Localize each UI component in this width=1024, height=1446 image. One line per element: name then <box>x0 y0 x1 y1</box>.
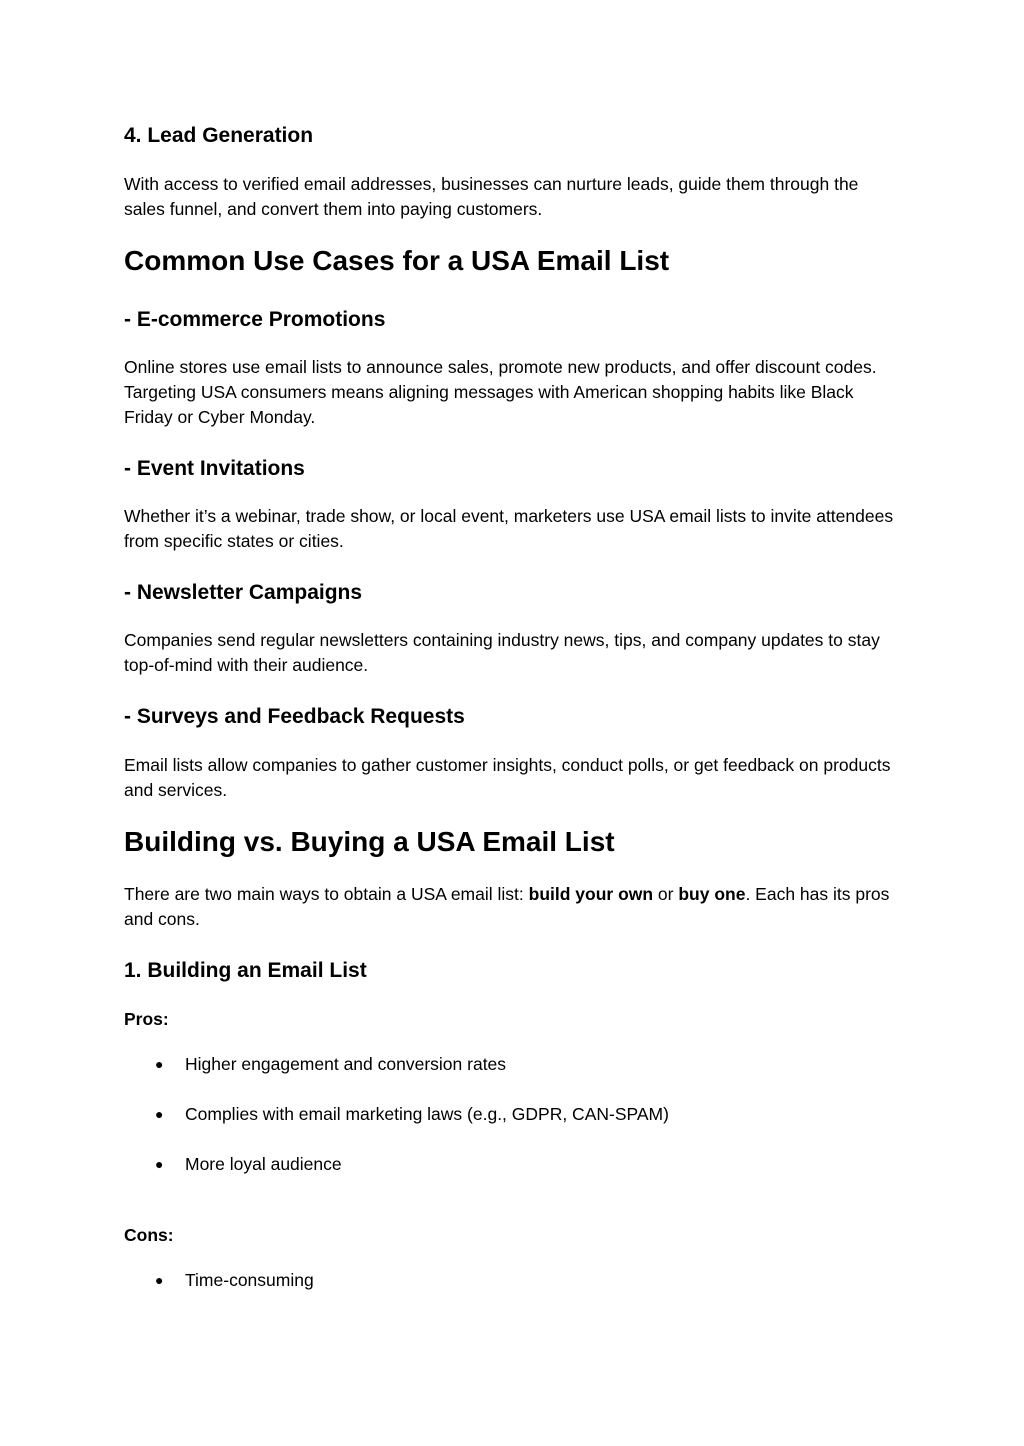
cons-item-text: Time-consuming <box>185 1270 314 1290</box>
intro-bold-buy: buy one <box>678 884 746 904</box>
intro-text-middle: or <box>653 884 679 904</box>
intro-text-start: There are two main ways to obtain a USA email list: <box>124 884 529 904</box>
cons-label: Cons: <box>124 1225 174 1245</box>
building-email-list-heading: 1. Building an Email List <box>124 959 367 982</box>
lead-generation-heading: 4. Lead Generation <box>124 124 314 147</box>
building-vs-buying-title: Building vs. Buying a USA Email List <box>124 826 615 857</box>
bullet-icon: ● <box>155 1106 164 1122</box>
bullet-icon: ● <box>155 1156 164 1172</box>
common-use-cases-title: Common Use Cases for a USA Email List <box>124 245 670 276</box>
pros-label: Pros: <box>124 1009 169 1029</box>
event-invitations-body: Whether it’s a webinar, trade show, or local event, marketers use USA email lists to invite attendees from specific states or cities. <box>124 506 894 551</box>
bullet-icon: ● <box>155 1056 164 1072</box>
newsletter-campaigns-body: Companies send regular newsletters containing industry news, tips, and company updates to stay top-of-mind with their audience. <box>124 630 880 675</box>
newsletter-campaigns-heading: - Newsletter Campaigns <box>124 581 363 604</box>
pros-item-text: More loyal audience <box>185 1154 342 1174</box>
event-invitations-heading: - Event Invitations <box>124 457 305 480</box>
bullet-icon: ● <box>155 1272 164 1288</box>
intro-bold-build: build your own <box>528 884 654 904</box>
surveys-feedback-body: Email lists allow companies to gather customer insights, conduct polls, or get feedback on products and services. <box>124 755 891 800</box>
ecommerce-promotions-body: Online stores use email lists to announce sales, promote new products, and offer discount codes. Targeting USA consumers means aligning messages with American shopping habits like Black Friday or Cyber Monday. <box>124 357 877 427</box>
pros-item-text: Higher engagement and conversion rates <box>185 1054 507 1074</box>
building-vs-buying-intro <box>124 882 904 932</box>
ecommerce-promotions-heading: - E-commerce Promotions <box>124 308 386 331</box>
intro-text-end: . Each has its pros and cons. <box>124 884 890 929</box>
lead-generation-body: With access to verified email addresses, businesses can nurture leads, guide them through the sales funnel, and convert them into paying customers. <box>124 174 859 219</box>
pros-item-text: Complies with email marketing laws (e.g., GDPR, CAN-SPAM) <box>185 1104 669 1124</box>
surveys-feedback-heading: - Surveys and Feedback Requests <box>124 705 465 728</box>
